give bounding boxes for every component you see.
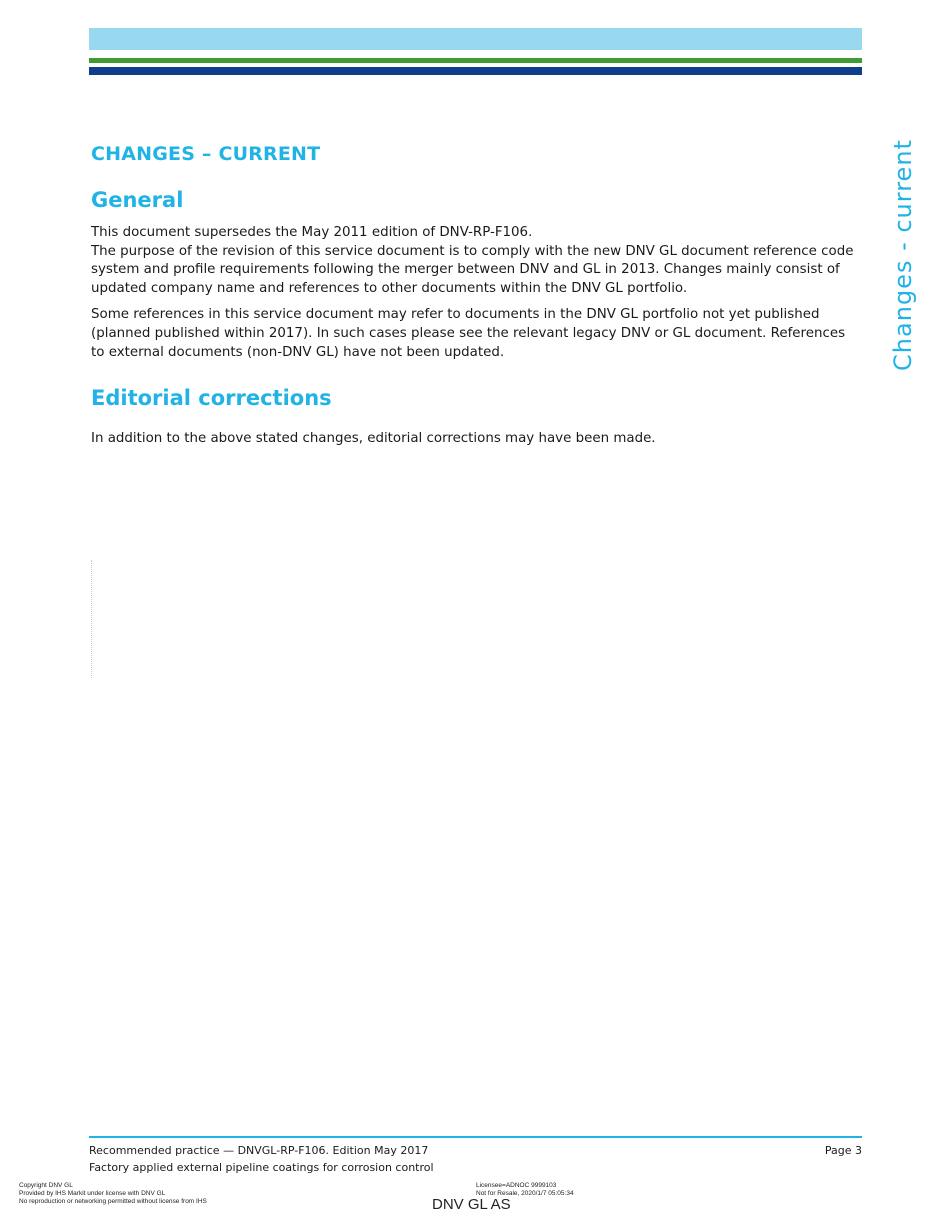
header-band-green — [89, 58, 862, 63]
page-content — [91, 140, 861, 449]
licensee-line: Licensee=ADNOC 9999103 — [476, 1182, 557, 1189]
section-label: CHANGES – CURRENT — [91, 143, 321, 165]
header-band-light — [89, 28, 862, 50]
copyright-left — [19, 1182, 207, 1206]
footer-left — [89, 1142, 434, 1176]
footer-page-number: Page 3 — [824, 1144, 862, 1157]
copyright-line-1: Copyright DNV GL — [19, 1182, 73, 1189]
copyright-line-3: No reproduction or networking permitted without license from IHS — [19, 1198, 207, 1205]
editorial-paragraph: In addition to the above stated changes, editorial corrections may have been made. — [91, 431, 656, 447]
brand-name: DNV GL AS — [432, 1196, 511, 1213]
margin-dotted-mark — [91, 560, 95, 678]
footer-title-line: Factory applied external pipeline coatings for corrosion control — [89, 1161, 434, 1174]
footer-doc-line: Recommended practice — DNVGL-RP-F106. Edition May 2017 — [89, 1144, 429, 1157]
footer-rule — [89, 1136, 862, 1138]
resale-line: Not for Resale, 2020/1/7 05:05:34 — [476, 1190, 574, 1197]
general-paragraph-1 — [91, 224, 861, 298]
general-heading: General — [91, 188, 184, 212]
copyright-line-2: Provided by IHS Markit under license with DNV GL — [19, 1190, 166, 1197]
general-paragraph-1-line-2: The purpose of the revision of this service document is to comply with the new DNV GL document reference code system and profile requirements following the merger between DNV and GL in 2013. Changes mainly consist of updated company name and references to other documents within the DNV GL portfolio. — [91, 243, 854, 296]
side-title — [878, 120, 928, 390]
general-paragraph-2: Some references in this service document may refer to documents in the DNV GL portfolio not yet published (planned published within 2017). In such cases please see the relevant legacy DNV or GL document. References to external documents (non-DNV GL) have not been updated. — [91, 307, 846, 360]
general-paragraph-1-line-1: This document supersedes the May 2011 edition of DNV-RP-F106. — [91, 225, 533, 240]
header-band-navy — [89, 67, 862, 75]
editorial-heading: Editorial corrections — [91, 386, 332, 411]
side-title-text: Changes - current — [889, 139, 918, 371]
